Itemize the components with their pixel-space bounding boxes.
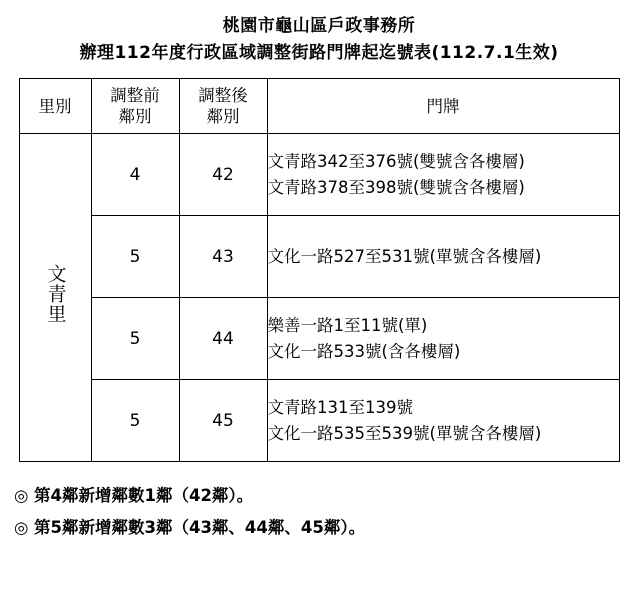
header-address: 門牌 xyxy=(267,79,619,134)
bullet-icon: ◎ xyxy=(14,518,29,537)
cell-before-4: 5 xyxy=(91,380,179,462)
table-row xyxy=(19,134,619,216)
cell-after-2: 43 xyxy=(179,216,267,298)
header-before-neighborhood xyxy=(91,79,179,134)
header-before-line2: 鄰別 xyxy=(118,107,152,126)
header-after-line2: 鄰別 xyxy=(206,107,240,126)
cell-before-3: 5 xyxy=(91,298,179,380)
address-line: 樂善一路1至11號(單) xyxy=(267,315,428,335)
address-adjustment-table xyxy=(19,78,620,462)
footnote-item xyxy=(14,480,638,512)
cell-address-4 xyxy=(267,380,619,462)
header-village: 里別 xyxy=(19,79,91,134)
address-line: 文化一路533號(含各樓層) xyxy=(267,341,461,361)
cell-after-4: 45 xyxy=(179,380,267,462)
document-title xyxy=(0,0,638,67)
address-line: 文青路342至376號(雙號含各樓層) xyxy=(267,151,525,171)
cell-after-1: 42 xyxy=(179,134,267,216)
table-row xyxy=(19,380,619,462)
address-line: 文化一路535至539號(單號含各樓層) xyxy=(267,423,542,443)
title-line-2: 辦理112年度行政區域調整街路門牌起迄號表(112.7.1生效) xyxy=(79,43,559,63)
title-line-1: 桃園市龜山區戶政事務所 xyxy=(222,16,416,36)
footnote-text: 第5鄰新增鄰數3鄰（43鄰、44鄰、45鄰）。 xyxy=(34,518,366,537)
cell-village-name xyxy=(19,134,91,462)
address-line: 文青路131至139號 xyxy=(267,397,413,417)
table-row xyxy=(19,298,619,380)
header-after-neighborhood xyxy=(179,79,267,134)
cell-address-3 xyxy=(267,298,619,380)
header-after-line1: 調整後 xyxy=(198,86,248,105)
header-before-line1: 調整前 xyxy=(110,86,160,105)
village-label: 文青里 xyxy=(44,263,67,324)
table-header-row xyxy=(19,79,619,134)
cell-before-2: 5 xyxy=(91,216,179,298)
footnotes xyxy=(14,480,638,544)
address-line: 文化一路527至531號(單號含各樓層) xyxy=(267,246,542,266)
address-line: 文青路378至398號(雙號含各樓層) xyxy=(267,177,525,197)
cell-address-1 xyxy=(267,134,619,216)
footnote-item xyxy=(14,512,638,544)
bullet-icon: ◎ xyxy=(14,486,29,505)
cell-address-2 xyxy=(267,216,619,298)
footnote-text: 第4鄰新增鄰數1鄰（42鄰）。 xyxy=(34,486,254,505)
table-row xyxy=(19,216,619,298)
cell-before-1: 4 xyxy=(91,134,179,216)
cell-after-3: 44 xyxy=(179,298,267,380)
